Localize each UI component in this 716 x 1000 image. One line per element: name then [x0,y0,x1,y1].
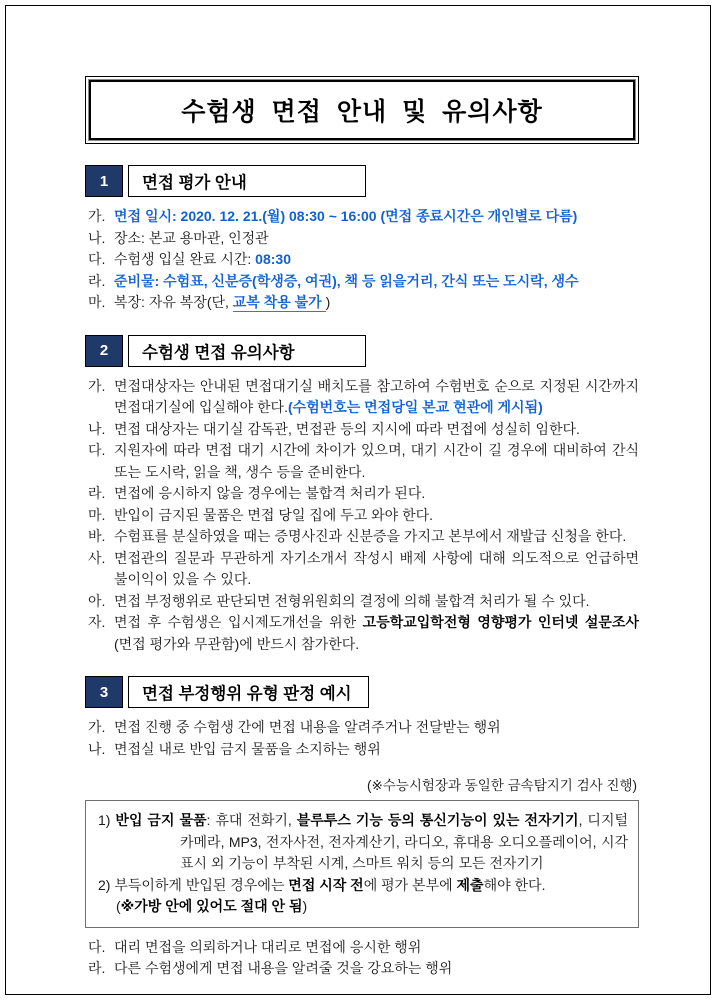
list-item [88,548,639,591]
list-item-label: 가. [88,719,106,735]
list-item-text [114,937,639,959]
text-segment: 에 평가 본부에 [363,876,457,893]
list-item-label: 다. [88,251,106,267]
list-item-label: 가. [88,377,106,394]
text-segment: 면접 후 수험생은 입시제도개선을 위한 [114,614,363,630]
page-border [5,5,711,995]
list-item-label: 마. [88,506,106,523]
section-3-number-badge: 3 [85,676,123,708]
list-item [88,228,639,250]
list-item [88,376,639,419]
list-item-label: 아. [88,592,106,609]
list-item-label: 나. [88,229,106,246]
highlighted-text: 교복 착용 불가 [232,294,326,310]
list-item-text [114,440,639,483]
text-segment: 대리 면접을 의뢰하거나 대리로 면접에 응시한 행위 [114,938,422,955]
list-item-label: 라. [88,485,106,501]
text-segment: 면접관의 질문과 무관하게 자기소개서 작성시 배제 사항에 대해 의도적으로 언급하면 불이익이 있을 수 있다. [114,549,639,587]
list-item-text [114,591,639,613]
section-interview-guide [85,165,639,314]
section-3-items [85,717,639,760]
list-item-text [114,526,639,548]
highlighted-text: 제출 [456,876,484,893]
list-item [88,505,639,527]
highlighted-text: (수험번호는 면접당일 본교 현관에 게시됨) [287,399,543,415]
text-segment: 수험표를 분실하였을 때는 증명사진과 신분증을 가지고 본부에서 재발급 신청을 한다. [114,528,627,544]
section-3-title: 면접 부정행위 유형 판정 예시 [128,676,369,708]
section-2-header [85,335,639,367]
list-item-text [114,483,639,505]
section-cheating-examples [85,676,639,980]
list-item [88,739,639,761]
list-item-text [114,958,639,980]
list-item [88,419,639,441]
section-1-items [85,206,639,314]
section-1-number-badge: 1 [85,165,123,197]
notice-box-line [98,875,628,897]
section-3-header [85,676,639,708]
list-item [88,526,639,548]
section-2-title: 수험생 면접 유의사항 [128,335,366,367]
text-segment: 다른 수험생에게 면접 내용을 알려줄 것을 강요하는 행위 [114,960,453,976]
text-segment: 면접실 내로 반입 금지 물품을 소지하는 행위 [114,740,381,757]
list-item-text [114,548,639,591]
list-item-label: 다. [88,938,106,955]
list-item-label: 가. [88,208,106,224]
text-segment: 면접에 응시하지 않을 경우에는 불합격 처리가 된다. [114,485,426,501]
list-item [88,292,639,314]
text-segment: 지원자에 따라 면접 대기 시간에 차이가 있으며, 대기 시간이 길 경우에 대비하여 간식 또는 도시락, 읽을 책, 생수 등을 준비한다. [114,442,639,480]
notice-box-line [98,896,628,918]
list-item [88,483,639,505]
text-segment: ) [302,898,308,914]
list-item [88,612,639,655]
list-item-label: 라. [88,272,106,289]
section-1-title: 면접 평가 안내 [128,165,366,197]
list-item-text [114,292,639,314]
list-item-text [114,505,639,527]
list-item-text [114,376,639,419]
list-item-label: 바. [88,528,106,544]
title-box-inner [89,80,635,140]
text-segment: 면접 부정행위로 판단되면 전형위원회의 결정에 의해 불합격 처리가 될 수 있다. [114,592,590,609]
text-segment: 2) 부득이하게 반입된 경우에는 [98,876,289,893]
highlighted-text: 준비물: 수험표, 신분증(학생증, 여권), 책 등 읽을거리, 간식 또는 도시락, 생수 [114,272,579,289]
list-item-label: 다. [88,442,106,458]
list-item [88,249,639,271]
text-segment: ) [325,294,331,310]
list-item [88,717,639,739]
highlighted-text: 08:30 [255,251,291,267]
list-item-text [114,206,639,228]
list-item-text [114,249,639,271]
text-segment: 면접대상자는 안내된 면접대기실 배치도를 참고하여 수험번호 순으로 지정된 시간까지 면접대기실에 입실해야 한다. [114,377,639,415]
list-item [88,591,639,613]
highlighted-text: 면접 일시: 2020. 12. 21.(월) 08:30 ~ 16:00 (면접 종료시간은 개인별로 다름) [114,208,578,224]
list-item-label: 자. [88,614,106,630]
text-segment: (면접 평가와 무관함)에 반드시 참가한다. [114,635,360,652]
list-item [88,271,639,293]
notice-box-line [98,810,628,875]
text-segment: , 디지털 카메라, MP3, 전자사전, 전자계산기, 라디오, 휴대용 오디오플레이어, 시각 표시 외 기능이 부착된 시계, 스마트 워치 등의 모든 전자기기 [180,812,629,871]
list-item-label: 나. [88,420,106,437]
text-segment: 수험생 입실 완료 시간: [114,251,256,267]
page-title: 수험생 면접 안내 및 유의사항 [181,98,543,126]
highlighted-text: 반입 금지 물품 [115,812,207,828]
text-segment: 장소: 본교 용마관, 인정관 [114,229,269,246]
list-item [88,937,639,959]
section-2-items [85,376,639,656]
list-item-label: 나. [88,740,106,757]
text-segment: : 휴대 전화기, [206,812,297,828]
text-segment: 면접 대상자는 대기실 감독관, 면접관 등의 지시에 따라 면접에 성실히 임한다. [114,420,580,437]
list-item-label: 라. [88,960,106,976]
prohibited-items-box [85,800,639,928]
list-item [88,440,639,483]
list-item-text [114,419,639,441]
list-item-label: 사. [88,549,106,566]
text-segment: 해야 한다. [483,876,546,893]
metal-detector-note: (※수능시험장과 동일한 금속탐지기 검사 진행) [366,778,637,793]
list-item-text [114,717,639,739]
text-segment: 1) [98,812,116,828]
section-1-header [85,165,639,197]
highlighted-text: 고등학교입학전형 영향평가 인터넷 설문조사 [362,614,639,630]
text-segment: 면접 진행 중 수험생 간에 면접 내용을 알려주거나 전달받는 행위 [114,719,501,735]
text-segment: 복장: 자유 복장(단, [114,294,233,310]
list-item-text [114,612,639,655]
list-item [88,206,639,228]
list-item [88,958,639,980]
list-item-text [114,228,639,250]
section-2-number-badge: 2 [85,335,123,367]
highlighted-text: ※가방 안에 있어도 절대 안 됨 [120,898,303,914]
title-box-mid [88,79,636,141]
title-box [85,76,639,144]
highlighted-text: 블루투스 기능 등의 통신기능이 있는 전자기기 [296,812,579,828]
text-segment: 반입이 금지된 물품은 면접 당일 집에 두고 와야 한다. [114,506,434,523]
list-item-label: 마. [88,294,106,310]
section-3-items-after [85,937,639,980]
list-item-text [114,271,639,293]
highlighted-text: 면접 시작 전 [288,876,364,893]
text-segment: ( [116,898,121,914]
list-item-text [114,739,639,761]
section-interview-precautions [85,335,639,656]
